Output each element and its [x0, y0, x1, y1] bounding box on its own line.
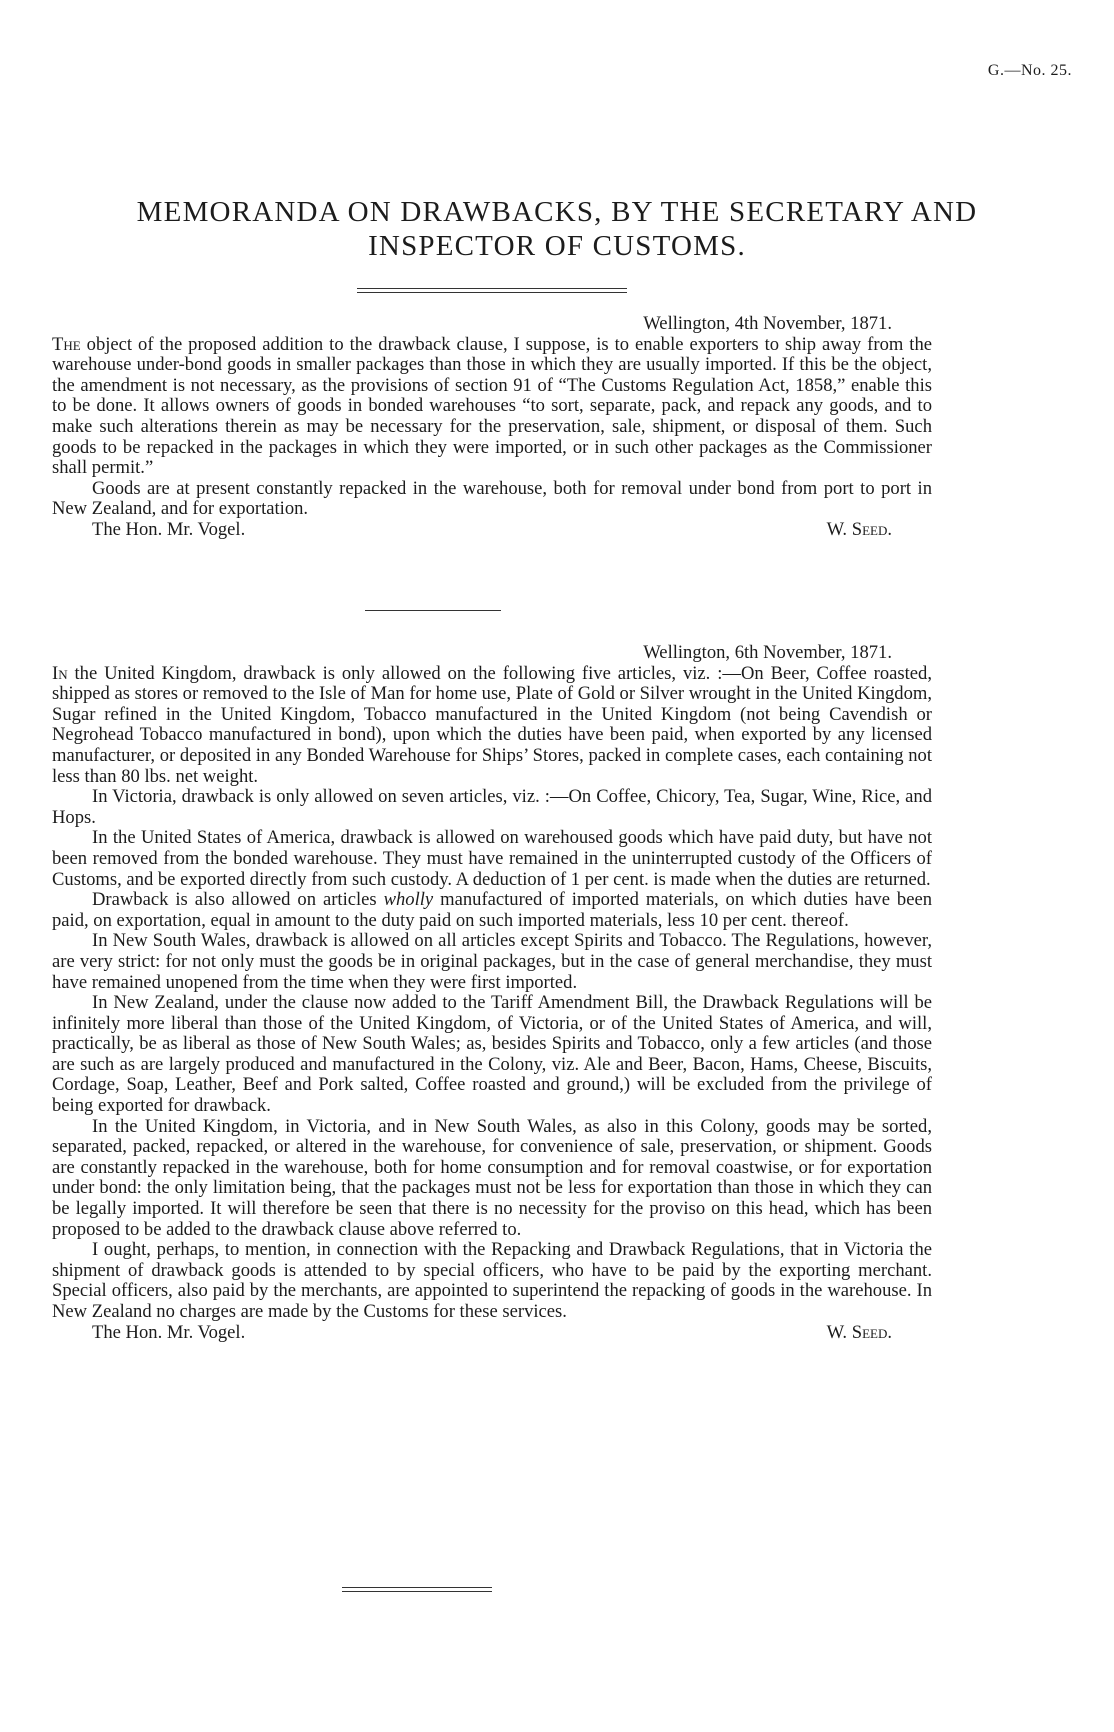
memo-first-paragraph-2: Goods are at present constantly repacked in the warehouse, both for removal under bond from port to port in New Zealand, and for exportation. — [52, 477, 932, 520]
memo-first — [52, 314, 932, 541]
memo-second-signature-line — [52, 1323, 932, 1344]
memo-second-paragraph-4-emphasis: wholly — [383, 889, 434, 911]
memo-second-paragraph-1-text: the United Kingdom, drawback is only allowed on the following five articles, viz. :—On Beer, Coffee roasted, shipped as stores or removed to the Isle of Man for home use, Plate of Gold or Silver wrought in the United Kingdom, Sugar refined in the United Kingdom, Tobacco manufactured in the United Kingdom (not being Cavendish or Negrohead Tobacco manufactured in bond), upon which the duties have been paid, when exported by any licensed manufacturer, or deposited in any Bonded Warehouse for Ships’ Stores, packed in complete cases, each containing not less than 80 lbs. net weight. — [52, 662, 932, 787]
memo-second-paragraph-2: In Victoria, drawback is only allowed on seven articles, viz. :—On Coffee, Chicory, Tea, Sugar, Wine, Rice, and Hops. — [52, 786, 932, 828]
memo-first-signature-line — [52, 520, 932, 541]
title-line-1: MEMORANDA ON DRAWBACKS, BY THE SECRETARY AND — [136, 196, 978, 228]
memo-second-lead-word: In — [52, 662, 68, 684]
memo-second-paragraph-8: I ought, perhaps, to mention, in connection with the Repacking and Drawback Regulations, that in Victoria the shipment of drawback goods is attended to by special officers, who have to be paid by the exporting merchant. Special officers, also paid by the merchants, are appointed to superintend the repacking of goods in the warehouse. In New Zealand no charges are made by the Customs for these services. — [52, 1239, 932, 1322]
memo-first-dateline: Wellington, 4th November, 1871. — [643, 313, 892, 334]
end-divider — [342, 1587, 492, 1588]
document-reference: G.—No. 25. — [987, 62, 1072, 79]
memo-first-paragraph-1-text: object of the proposed addition to the drawback clause, I suppose, is to enable exporters to ship away from the warehouse under-bond goods in smaller packages than those in which they are usually imported. If this be the object, the amendment is not necessary, as the provisions of section 91 of “The Customs Regulation Act, 1858,” enable this to be done. It allows owners of goods in bonded warehouses “to sort, separate, pack, and repack any goods, and to make such alterations therein as may be necessary for the preservation, sale, shipment, or disposal of them. Such goods to be repacked in the packages in which they were imported, or in such other packages as the Commissioner shall permit.” — [52, 333, 932, 479]
memo-second-paragraph-4-part-a: Drawback is also allowed on articles — [92, 889, 384, 911]
title-divider — [357, 288, 627, 289]
memo-second — [52, 643, 932, 1343]
memo-second-paragraph-4 — [52, 890, 932, 931]
memo-first-signature: W. Seed. — [826, 518, 892, 540]
memo-second-signature: W. Seed. — [826, 1321, 892, 1343]
title-line-2: INSPECTOR OF CUSTOMS. — [368, 230, 746, 262]
memo-second-paragraph-1 — [52, 664, 932, 788]
page-title — [0, 195, 1114, 263]
memo-second-addressee: The Hon. Mr. Vogel. — [92, 1321, 246, 1343]
memo-second-paragraph-4-part-b: manufactured of imported materials, on which duties have been paid, on exportation, equal in amount to the duty paid on such imported materials, less 10 per cent. thereof. — [52, 889, 933, 931]
memo-second-paragraph-6: In New Zealand, under the clause now added to the Tariff Amendment Bill, the Drawback Regulations will be infinitely more liberal than those of the United Kingdom, of Victoria, or of the United States of America, and will, practically, be as liberal as those of New South Wales; as, besides Spirits and Tobacco, only a few articles (and those are such as are largely produced and manufactured in the Colony, viz. Ale and Beer, Bacon, Hams, Cheese, Biscuits, Cordage, Soap, Leather, Beef and Pork salted, Coffee roasted and ground,) will be excluded from the privilege of being exported for drawback. — [52, 992, 932, 1117]
memo-second-paragraph-3: In the United States of America, drawback is allowed on warehoused goods which have paid duty, but have not been removed from the bonded warehouse. They must have remained in the uninterrupted custody of the Officers of Customs, and be exported directly from such custody. A deduction of 1 per cent. is made when the duties are returned. — [52, 827, 932, 890]
memo-second-paragraph-5: In New South Wales, drawback is allowed on all articles except Spirits and Tobacco. The Regulations, however, are very strict: for not only must the goods be in original packages, but in the case of general merchandise, they must have remained unopened from the time when they were first imported. — [52, 930, 932, 993]
memo-first-lead-word: The — [52, 333, 81, 355]
memo-first-paragraph-1 — [52, 335, 932, 479]
memo-divider — [365, 610, 501, 611]
memo-second-dateline: Wellington, 6th November, 1871. — [643, 642, 892, 663]
memo-second-paragraph-7: In the United Kingdom, in Victoria, and in New South Wales, as also in this Colony, goods may be sorted, separated, packed, repacked, or altered in the warehouse, for convenience of sale, preservation, or shipment. Goods are constantly repacked in the warehouse, both for home consumption and for removal coastwise, or for exportation under bond: the only limitation being, that the packages must not be less for exportation than those in which they can be legally imported. It will therefore be seen that there is no necessity for the proviso on this head, which has been proposed to be added to the drawback clause above referred to. — [52, 1115, 932, 1240]
memo-first-addressee: The Hon. Mr. Vogel. — [92, 518, 246, 540]
